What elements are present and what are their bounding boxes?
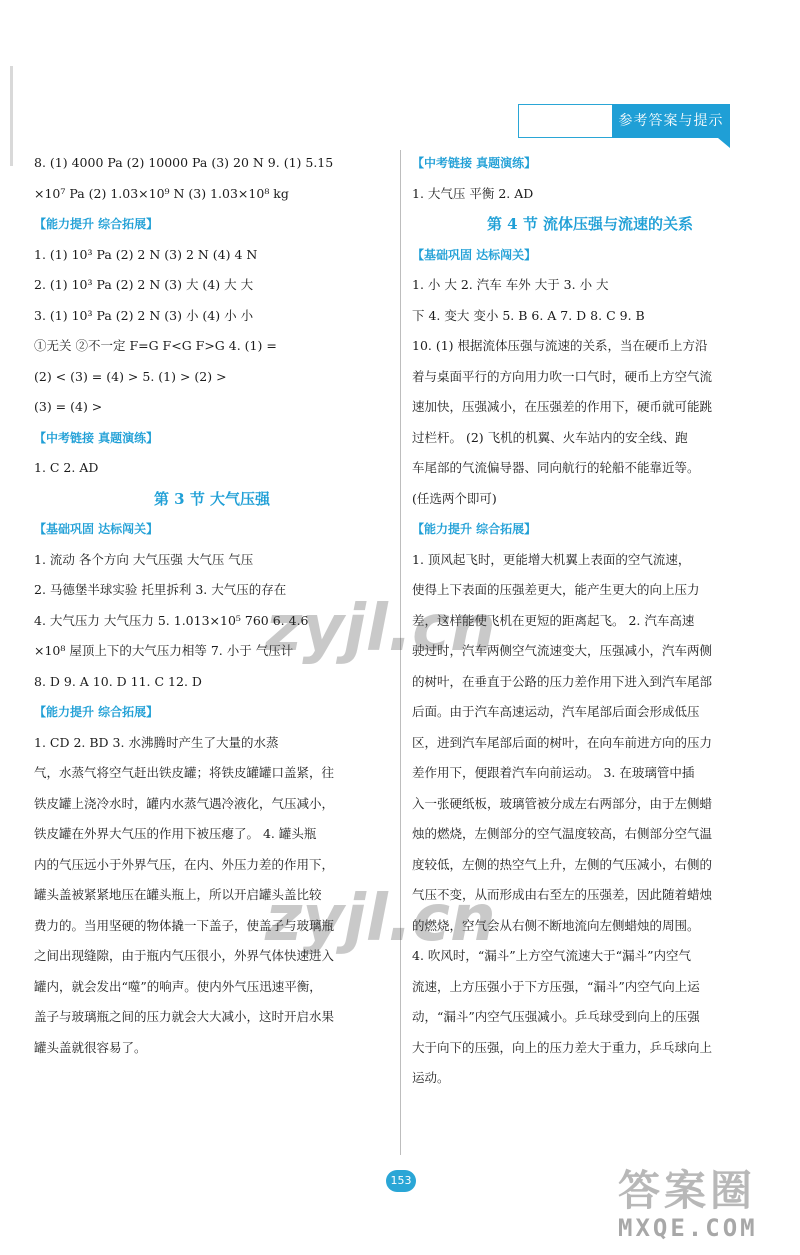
- header-tail-shape: [718, 138, 730, 148]
- answer-line: 罐头盖就很容易了。: [34, 1039, 147, 1055]
- answer-line: 2. (1) 10³ Pa (2) 2 N (3) 大 (4) 大 大: [34, 277, 254, 292]
- answer-line: 罐内，就会发出“噬”的响声。使内外气压迅速平衡，: [34, 978, 322, 994]
- answer-line: 8. D 9. A 10. D 11. C 12. D: [34, 673, 202, 689]
- answer-line: 内的气压远小于外界气压，在内、外压力差的作用下，: [34, 856, 335, 872]
- header-label: 参考答案与提示: [612, 104, 730, 138]
- answer-line: 罐头盖被紧紧地压在罐头瓶上，所以开启罐头盖比较: [34, 887, 322, 902]
- site-logo: [618, 1158, 778, 1248]
- answer-line: 动，“漏斗”内空气压强减小。乒乓球受到向上的压强: [412, 1009, 700, 1024]
- answer-header-tab: [518, 104, 730, 142]
- answer-line: 2. 马德堡半球实验 托里拆利 3. 大气压的存在: [34, 582, 287, 597]
- answer-line: 1. 流动 各个方向 大气压强 大气压 气压: [34, 551, 254, 567]
- answer-line: (2) < (3) = (4) > 5. (1) > (2) >: [34, 368, 227, 384]
- section-tag: 【基础巩固 达标闯关】: [412, 247, 537, 262]
- section-tag: 【基础巩固 达标闯关】: [34, 522, 159, 536]
- answer-line: 流速，上方压强小于下方压强，“漏斗”内空气向上运: [412, 978, 700, 994]
- answer-line: 的燃烧，空气会从右侧不断地流向左侧蜡烛的周围。: [412, 917, 700, 933]
- section-tag: 【中考链接 真题演练】: [34, 430, 159, 445]
- header-outline-box: [518, 104, 614, 138]
- answer-line: 气，水蒸气将空气赶出铁皮罐；将铁皮罐罐口盖紧，往: [34, 765, 335, 780]
- answer-line: 盖子与玻璃瓶之间的压力就会大大减小，这时开启水果: [34, 1009, 335, 1024]
- answer-line: 差作用下，便跟着汽车向前运动。 3. 在玻璃管中插: [412, 765, 695, 780]
- answer-line: 费力的。当用坚硬的物体撬一下盖子，使盖子与玻璃瓶: [34, 917, 335, 933]
- answer-line: 着与桌面平行的方向用力吹一口气时，硬币上方空气流: [412, 368, 713, 384]
- answer-line: 使得上下表面的压强差更大，能产生更大的向上压力: [412, 582, 700, 597]
- logo-glyphs: 答案圈: [618, 1166, 757, 1215]
- section-tag: 【能力提升 综合拓展】: [34, 705, 159, 719]
- left-column: [34, 148, 390, 1063]
- answer-line: 烛的燃烧，左侧部分的空气温度较高，右侧部分空气温: [412, 826, 713, 841]
- answer-line: 铁皮罐上浇冷水时，罐内水蒸气遇冷液化，气压减小，: [34, 795, 335, 811]
- right-column: [412, 148, 768, 1094]
- answer-line: 1. (1) 10³ Pa (2) 2 N (3) 2 N (4) 4 N: [34, 246, 258, 262]
- answer-line: 3. (1) 10³ Pa (2) 2 N (3) 小 (4) 小 小: [34, 307, 254, 323]
- answer-line: 运动。: [412, 1070, 450, 1085]
- answer-line: 8. (1) 4000 Pa (2) 10000 Pa (3) 20 N 9. (1) 5.15: [34, 155, 334, 170]
- answer-line: 下 4. 变大 变小 5. B 6. A 7. D 8. C 9. B: [412, 307, 645, 323]
- column-divider: [400, 150, 401, 1155]
- page-number: 153: [386, 1170, 416, 1192]
- answer-line: 大于向下的压强，向上的压力差大于重力，乒乓球向上: [412, 1039, 713, 1055]
- answer-line: 1. 顶风起飞时，更能增大机翼上表面的空气流速，: [412, 551, 691, 567]
- section-heading: 第 3 节 大气压强: [153, 489, 271, 508]
- answer-line: 车尾部的气流偏导器、同向航行的轮船不能靠近等。: [412, 460, 700, 475]
- section-tag: 【能力提升 综合拓展】: [412, 522, 537, 536]
- answer-line: 之间出现缝隙，由于瓶内气压很小，外界气体快速进入: [34, 948, 335, 963]
- answer-line: 气压不变，从而形成由右至左的压强差，因此随着蜡烛: [412, 887, 713, 902]
- answer-line: 1. CD 2. BD 3. 水沸腾时产生了大量的水蒸: [34, 734, 279, 750]
- answer-line: 1. 小 大 2. 汽车 车外 大于 3. 小 大: [412, 277, 609, 292]
- page-edge-line: [10, 66, 13, 166]
- answer-line: 4. 吹风时，“漏斗”上方空气流速大于“漏斗”内空气: [412, 948, 691, 963]
- answer-line: 4. 大气压力 大气压力 5. 1.013×10⁵ 760 6. 4.6: [34, 612, 309, 628]
- answer-line: 后面。由于汽车高速运动，汽车尾部后面会形成低压: [412, 704, 700, 719]
- answer-line: 入一张硬纸板，玻璃管被分成左右两部分，由于左侧蜡: [412, 795, 713, 811]
- watermark-text: zyjl.cn: [265, 882, 496, 956]
- answer-line: (3) = (4) >: [34, 399, 103, 414]
- answer-line: 铁皮罐在外界大气压的作用下被压瘪了。 4. 罐头瓶: [34, 826, 317, 841]
- answer-line: 的树叶，在垂直于公路的压力差作用下进入到汽车尾部: [412, 673, 713, 689]
- answer-line: 驶过时，汽车两侧空气流速变大，压强减小，汽车两侧: [412, 643, 713, 658]
- answer-line: 差，这样能使飞机在更短的距离起飞。 2. 汽车高速: [412, 612, 695, 628]
- logo-domain: MXQE.COM: [618, 1214, 758, 1242]
- answer-line: 1. 大气压 平衡 2. AD: [412, 185, 534, 201]
- answer-line: ×10⁸ 屋顶上下的大气压力相等 7. 小于 气压计: [34, 643, 294, 658]
- answer-line: 10. (1) 根据流体压强与流速的关系，当在硬币上方沿: [412, 338, 708, 353]
- answer-line: 区，进到汽车尾部后面的树叶，在向车前进方向的压力: [412, 734, 713, 750]
- answer-line: 速加快，压强减小，在压强差的作用下，硬币就可能跳: [412, 399, 713, 414]
- answer-line: ×10⁷ Pa (2) 1.03×10⁹ N (3) 1.03×10⁸ kg: [34, 185, 289, 201]
- answer-line: 1. C 2. AD: [34, 460, 99, 475]
- answer-line: 度较低，左侧的热空气上升，左侧的气压减小，右侧的: [412, 856, 713, 872]
- section-tag: 【能力提升 综合拓展】: [34, 217, 159, 231]
- section-tag: 【中考链接 真题演练】: [412, 156, 537, 170]
- answer-line: (任选两个即可): [412, 490, 497, 506]
- answer-line: 过栏杆。 (2) 飞机的机翼、火车站内的安全线、跑: [412, 429, 688, 445]
- answer-line: ①无关 ②不一定 F=G F<G F>G 4. (1) =: [34, 338, 277, 353]
- watermark-text: zyjl.cn: [265, 592, 496, 666]
- section-heading: 第 4 节 流体压强与流速的关系: [486, 215, 694, 233]
